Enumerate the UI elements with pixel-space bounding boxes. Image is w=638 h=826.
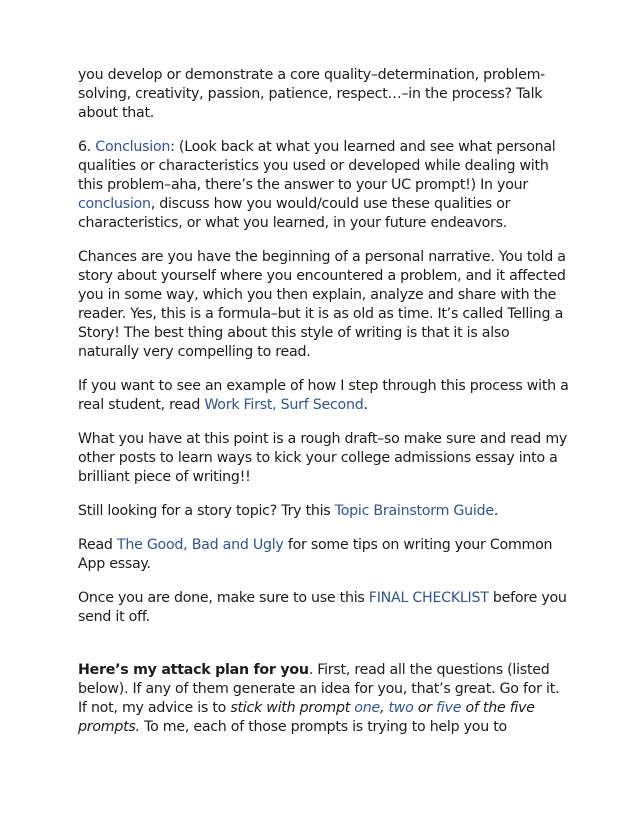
- paragraph-text: To me, each of those prompts is trying to help you to: [139, 719, 507, 735]
- paragraph-text: . First, read all the questions (listed below). If any of them generate an idea for you, that’s great. Go for it. If not, my advice is to: [78, 662, 560, 716]
- paragraph-text: for some tips on writing your Common App essay.: [78, 537, 553, 572]
- paragraph-text: Once you are done, make sure to use this: [78, 590, 369, 606]
- prompt-two-link[interactable]: two: [388, 700, 414, 716]
- paragraph-text: Read: [78, 537, 117, 553]
- conclusion-link[interactable]: Conclusion: [95, 139, 171, 155]
- paragraph-text: , discuss how you would/could use these qualities or characteristics, or what you learned, in your future endeavors.: [78, 196, 511, 231]
- paragraph-text: What you have at this point is a rough draft–so make sure and read my other posts to learn ways to kick your college admissions essay into a brilliant piece of writing!!: [78, 431, 568, 485]
- paragraph-core-quality: [78, 66, 570, 123]
- attack-plan-heading: Here’s my attack plan for you: [78, 662, 309, 678]
- topic-brainstorm-guide-link[interactable]: Topic Brainstorm Guide: [334, 503, 494, 519]
- italic-text: stick with prompt: [230, 700, 355, 716]
- paragraph-text: If you want to see an example of how I step through this process with a real student, read: [78, 378, 569, 413]
- paragraph-personal-narrative: [78, 248, 570, 362]
- italic-text: or: [413, 700, 437, 716]
- paragraph-attack-plan: [78, 661, 570, 737]
- paragraph-text: .: [363, 397, 368, 413]
- paragraph-final-checklist: [78, 589, 570, 627]
- paragraph-topic-guide: [78, 502, 570, 521]
- paragraph-text: Chances are you have the beginning of a personal narrative. You told a story about yourself where you encountered a problem, and it affected you in some way, which you then explain, analyze and share with the reader. Yes, this is a formula–but it is as old as time. It’s called Telling a Story! The best thing about this style of writing is that it is also naturally very compelling to read.: [78, 249, 566, 360]
- italic-text: of the five prompts.: [78, 700, 535, 735]
- prompt-five-link[interactable]: five: [436, 700, 462, 716]
- paragraph-text: .: [493, 503, 499, 519]
- document-page: [78, 66, 570, 752]
- work-first-surf-second-link[interactable]: Work First, Surf Second: [204, 397, 364, 413]
- italic-text: ,: [379, 700, 389, 716]
- paragraph-conclusion: [78, 138, 570, 233]
- prompt-one-link[interactable]: one: [354, 700, 380, 716]
- step-number: 6.: [78, 139, 96, 155]
- good-bad-ugly-link[interactable]: The Good, Bad and Ugly: [116, 537, 284, 553]
- paragraph-text: Still looking for a story topic? Try this: [78, 503, 335, 519]
- final-checklist-link[interactable]: FINAL CHECKLIST: [368, 590, 489, 606]
- conclusion-inline-link[interactable]: conclusion: [78, 196, 151, 212]
- paragraph-rough-draft: [78, 430, 570, 487]
- paragraph-text: you develop or demonstrate a core quality–determination, problem-solving, creativity, passion, patience, respect…–in the process? Talk about that.: [78, 67, 546, 121]
- paragraph-good-bad-ugly: [78, 536, 570, 574]
- paragraph-example: [78, 377, 570, 415]
- paragraph-text: : (Look back at what you learned and see what personal qualities or characteristics you used or developed while dealing with this problem–aha, there’s the answer to your UC prompt!) In your: [78, 139, 556, 193]
- paragraph-text: before you send it off.: [78, 590, 567, 625]
